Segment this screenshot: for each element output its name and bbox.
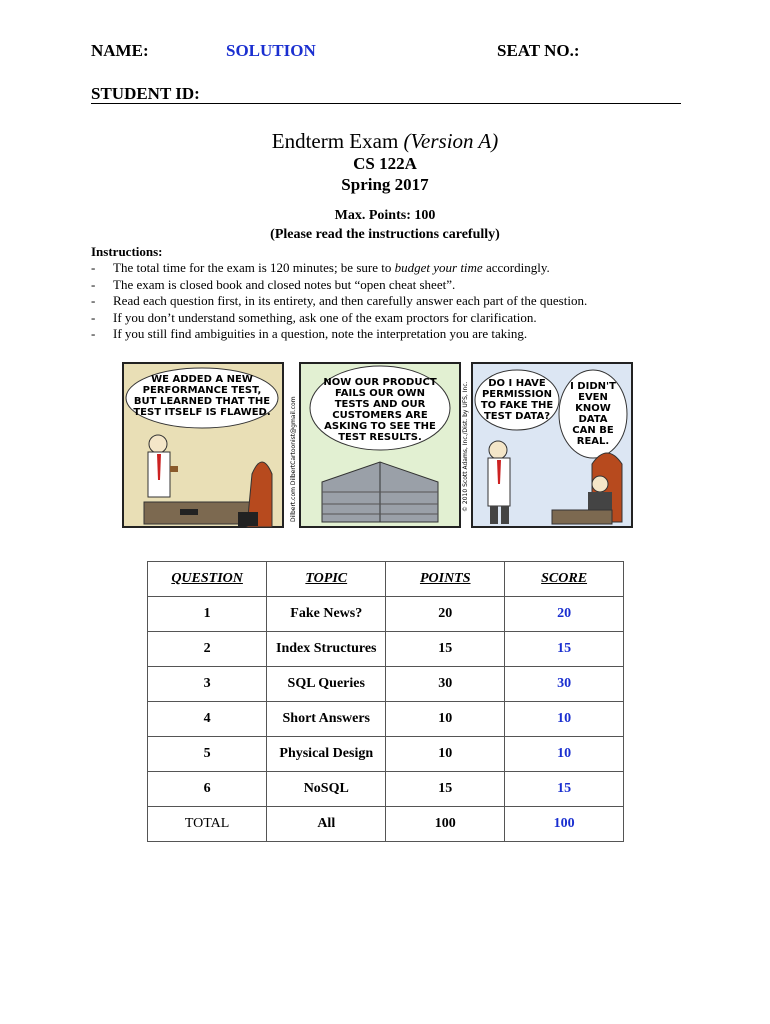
score-table	[147, 561, 624, 842]
comic-panel-1	[123, 363, 283, 527]
instruction-text: The total time for the exam is 120 minutes; be sure to	[113, 260, 395, 276]
panel-3b-line: KNOW	[575, 403, 611, 414]
panel-2-bubble	[323, 377, 436, 443]
instruction-text-tail: accordingly.	[482, 260, 550, 276]
instruction-item	[91, 326, 691, 342]
name-label: NAME:	[91, 41, 149, 60]
panel-2-line: TEST RESULTS.	[338, 432, 422, 443]
cell-topic: Fake News?	[267, 597, 386, 632]
cell-question: 3	[148, 667, 267, 702]
panel-3-bubble-question	[481, 378, 553, 422]
panel-3b-line: CAN BE	[572, 425, 614, 436]
cell-score: 10	[505, 737, 624, 772]
cell-question: 5	[148, 737, 267, 772]
cell-total-topic: All	[267, 807, 386, 842]
table-row	[148, 597, 624, 632]
cell-topic: SQL Queries	[267, 667, 386, 702]
table-row	[148, 772, 624, 807]
exam-title	[0, 129, 770, 154]
panel-3a-line: TO FAKE THE	[480, 400, 554, 411]
cell-points: 10	[386, 737, 505, 772]
panel-2-line: NOW OUR PRODUCT	[323, 377, 437, 388]
panel-3a-line: TEST DATA?	[483, 411, 551, 422]
panel-3b-line: I DIDN'T	[570, 381, 616, 392]
panel-3b-line: REAL.	[576, 436, 610, 447]
cell-total-score: 100	[505, 807, 624, 842]
instruction-text: If you don’t understand something, ask one of the exam proctors for clarification.	[113, 309, 537, 325]
read-note: (Please read the instructions carefully)	[270, 227, 500, 242]
exam-title-version: (Version A)	[403, 129, 499, 153]
panel-3b-line: EVEN	[578, 392, 608, 403]
table-row	[148, 667, 624, 702]
cell-score: 15	[505, 772, 624, 807]
cell-topic: NoSQL	[267, 772, 386, 807]
panel-2-line: TESTS AND OUR	[334, 399, 426, 410]
seat-label: SEAT NO.:	[497, 41, 580, 60]
comic-credit-1: Dilbert.com DilbertCartoonist@gmail.com	[290, 396, 297, 522]
comic-panel-2	[290, 363, 460, 527]
panel-1-line: TEST ITSELF IS FLAWED.	[133, 407, 271, 418]
course-code: CS 122A	[353, 154, 417, 173]
cell-question: 1	[148, 597, 267, 632]
comic-panel-3	[462, 363, 632, 527]
cell-topic: Physical Design	[267, 737, 386, 772]
cell-total-points: 100	[386, 807, 505, 842]
panel-1-line: PERFORMANCE TEST,	[142, 385, 262, 396]
header-rule	[91, 103, 681, 104]
cell-total-label: TOTAL	[148, 807, 267, 842]
exam-title-main: Endterm Exam	[271, 129, 404, 153]
name-value: SOLUTION	[226, 41, 316, 60]
col-header-topic: TOPIC	[267, 562, 386, 597]
panel-3a-line: PERMISSION	[481, 389, 553, 400]
col-header-score: SCORE	[505, 562, 624, 597]
cell-points: 15	[386, 632, 505, 667]
panel-1-line: WE ADDED A NEW	[151, 374, 253, 385]
instruction-text: The exam is closed book and closed notes but “open cheat sheet”.	[113, 276, 456, 292]
cell-score: 10	[505, 702, 624, 737]
table-header-row	[148, 562, 624, 597]
table-row	[148, 702, 624, 737]
panel-3b-line: DATA	[578, 414, 608, 425]
instruction-emphasis: budget your time	[394, 260, 483, 276]
col-header-question: QUESTION	[148, 562, 267, 597]
panel-1-line: BUT LEARNED THAT THE	[133, 396, 271, 407]
instruction-item	[91, 260, 691, 276]
table-row	[148, 632, 624, 667]
panel-3a-line: DO I HAVE	[488, 378, 546, 389]
student-id-label: STUDENT ID:	[91, 84, 200, 103]
instructions-label: Instructions:	[91, 244, 163, 259]
table-row	[148, 737, 624, 772]
max-points: Max. Points: 100	[334, 208, 436, 223]
cell-score: 20	[505, 597, 624, 632]
panel-2-line: ASKING TO SEE THE	[324, 421, 436, 432]
cell-points: 20	[386, 597, 505, 632]
instruction-item	[91, 277, 691, 293]
instruction-text: Read each question first, in its entirety, and then carefully answer each part of the question.	[113, 293, 588, 309]
instructions	[91, 244, 691, 342]
dilbert-comic	[122, 362, 634, 528]
cell-question: 6	[148, 772, 267, 807]
cell-question: 4	[148, 702, 267, 737]
exam-term: Spring 2017	[341, 175, 429, 194]
col-header-points: POINTS	[386, 562, 505, 597]
comic-credit-2: © 2010 Scott Adams, Inc./Dist. by UFS, Inc.	[462, 381, 469, 512]
cell-points: 30	[386, 667, 505, 702]
panel-2-line: FAILS OUR OWN	[335, 388, 425, 399]
cell-points: 15	[386, 772, 505, 807]
cell-topic: Index Structures	[267, 632, 386, 667]
instruction-text: If you still find ambiguities in a question, note the interpretation you are taking.	[113, 326, 528, 342]
instruction-item	[91, 293, 691, 309]
panel-1-bubble	[133, 374, 270, 418]
cell-score: 30	[505, 667, 624, 702]
panel-2-line: CUSTOMERS ARE	[332, 410, 428, 421]
table-total-row	[148, 807, 624, 842]
cell-question: 2	[148, 632, 267, 667]
cell-score: 15	[505, 632, 624, 667]
cell-topic: Short Answers	[267, 702, 386, 737]
cell-points: 10	[386, 702, 505, 737]
instructions-list	[91, 260, 691, 342]
instruction-item	[91, 310, 691, 326]
